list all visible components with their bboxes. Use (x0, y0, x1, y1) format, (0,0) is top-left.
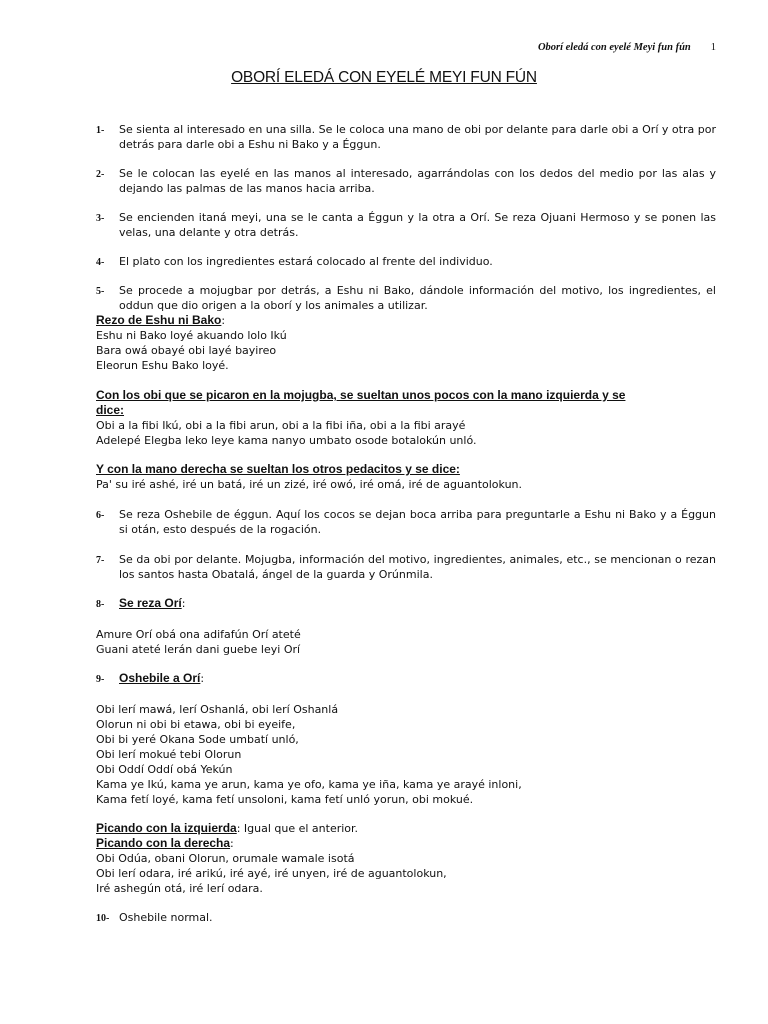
prayer-line: Obi a la fibi Ikú, obi a la fibi arun, obi a la fibi iña, obi a la fibi arayé (96, 419, 466, 432)
step-7 (96, 552, 716, 582)
step-1 (96, 122, 716, 152)
prayer-line: Eleorun Eshu Bako loyé. (96, 359, 229, 372)
step-5 (96, 283, 716, 313)
oshebile-prayer (96, 702, 716, 807)
section-heading: Con los obi que se picaron en la mojugba, se sueltan unos pocos con la mano izquierda y se (96, 388, 626, 402)
page-number: 1 (710, 42, 716, 53)
step-heading: Oshebile a Orí (119, 671, 201, 685)
obi-izquierda-section (96, 388, 716, 448)
prayer-line: Obi bi yeré Okana Sode umbatí unló, (96, 733, 299, 746)
step-text: Se da obi por delante. Mojugba, información del motivo, ingredientes, animales, etc., se mencionan o rezan los santos hasta Obatalá, ángel de la guarda y Orúnmila. (119, 553, 716, 581)
step-3 (96, 210, 716, 240)
step-6 (96, 507, 716, 537)
prayer-line: Bara owá obayé obi layé bayireo (96, 344, 277, 357)
ori-prayer (96, 627, 716, 657)
step-number: 1- (96, 125, 105, 136)
step-number: 5- (96, 286, 105, 297)
prayer-line: Kama fetí loyé, kama fetí unsoloni, kama fetí unló yorun, obi mokué. (96, 793, 474, 806)
prayer-line: Obi lerí mawá, lerí Oshanlá, obi lerí Oshanlá (96, 703, 339, 716)
heading-colon: : (230, 837, 234, 850)
prayer-line: Eshu ni Bako loyé akuando lolo Ikú (96, 329, 287, 342)
step-text: Se le colocan las eyelé en las manos al interesado, agarrándolas con los dedos del medio por las alas y dejando las palmas de las manos hacia arriba. (119, 167, 716, 195)
prayer-line: Olorun ni obi bi etawa, obi bi eyeife, (96, 718, 296, 731)
prayer-line: Obi Oddí Oddí obá Yekún (96, 763, 233, 776)
step-number: 7- (96, 555, 105, 566)
document-body (96, 122, 716, 925)
prayer-line: Amure Orí obá ona adifafún Orí ateté (96, 628, 301, 641)
step-heading: Se reza Orí (119, 596, 182, 610)
prayer-line: Obi lerí mokué tebi Olorun (96, 748, 242, 761)
step-text: Se encienden itaná meyi, una se le canta a Éggun y la otra a Orí. Se reza Ojuani Hermoso y se ponen las velas, una delante y otra detrás. (119, 211, 716, 239)
step-text: Oshebile normal. (119, 911, 213, 924)
running-header (538, 42, 716, 53)
step-text: Se procede a mojugbar por detrás, a Eshu ni Bako, dándole información del motivo, los ingredientes, el oddun que dio origen a la oborí y los animales a utilizar. (119, 284, 716, 312)
obi-derecha-section (96, 462, 716, 492)
step-10 (96, 910, 716, 925)
step-number: 2- (96, 169, 105, 180)
picando-section (96, 821, 716, 896)
step-number: 8- (96, 599, 105, 610)
step-number: 4- (96, 257, 105, 268)
section-heading: Picando con la derecha (96, 836, 231, 850)
prayer-line: Adelepé Elegba leko leye kama nanyo umbato osode botalokún unló. (96, 434, 477, 447)
prayer-line: Iré ashegún otá, iré lerí odara. (96, 882, 263, 895)
step-number: 6- (96, 510, 105, 521)
section-heading: Y con la mano derecha se sueltan los otros pedacitos y se dice: (96, 462, 460, 476)
document-title: OBORÍ ELEDÁ CON EYELÉ MEYI FUN FÚN (231, 69, 537, 86)
step-9 (96, 671, 716, 686)
step-text: Se sienta al interesado en una silla. Se le coloca una mano de obi por delante para darle obi a Orí y otra por detrás para darle obi a Eshu ni Bako y a Éggun. (119, 123, 716, 151)
heading-colon: : (200, 672, 205, 685)
step-number: 10- (96, 913, 110, 924)
prayer-line: Pa' su iré ashé, iré un batá, iré un zizé, iré owó, iré omá, iré de aguantolokun. (96, 478, 523, 491)
inline-text: : Igual que el anterior. (236, 822, 359, 835)
section-heading-cont: dice: (96, 403, 125, 417)
prayer-line: Kama ye Ikú, kama ye arun, kama ye ofo, kama ye iña, kama ye arayé inloni, (96, 778, 522, 791)
step-number: 3- (96, 213, 105, 224)
step-text: Se reza Oshebile de éggun. Aquí los cocos se dejan boca arriba para preguntarle a Eshu ni Bako y a Éggun si otán, esto después de la rogación. (119, 508, 716, 536)
step-number: 9- (96, 674, 105, 685)
prayer-line: Guani ateté lerán dani guebe leyi Orí (96, 643, 301, 656)
step-2 (96, 166, 716, 196)
rezo-eshu-section (96, 313, 716, 373)
prayer-line: Obi Odúa, obani Olorun, orumale wamale isotá (96, 852, 355, 865)
step-4 (96, 254, 716, 269)
running-title: Oborí eledá con eyelé Meyi fun fún (537, 42, 691, 53)
step-text: El plato con los ingredientes estará colocado al frente del individuo. (119, 255, 493, 268)
prayer-line: Obi lerí odara, iré arikú, iré ayé, iré unyen, iré de aguantolokun, (96, 867, 447, 880)
section-heading: Picando con la izquierda (96, 821, 237, 835)
step-8 (96, 596, 716, 611)
heading-colon: : (221, 314, 226, 327)
heading-colon: : (181, 597, 186, 610)
section-heading: Rezo de Eshu ni Bako (96, 313, 222, 327)
